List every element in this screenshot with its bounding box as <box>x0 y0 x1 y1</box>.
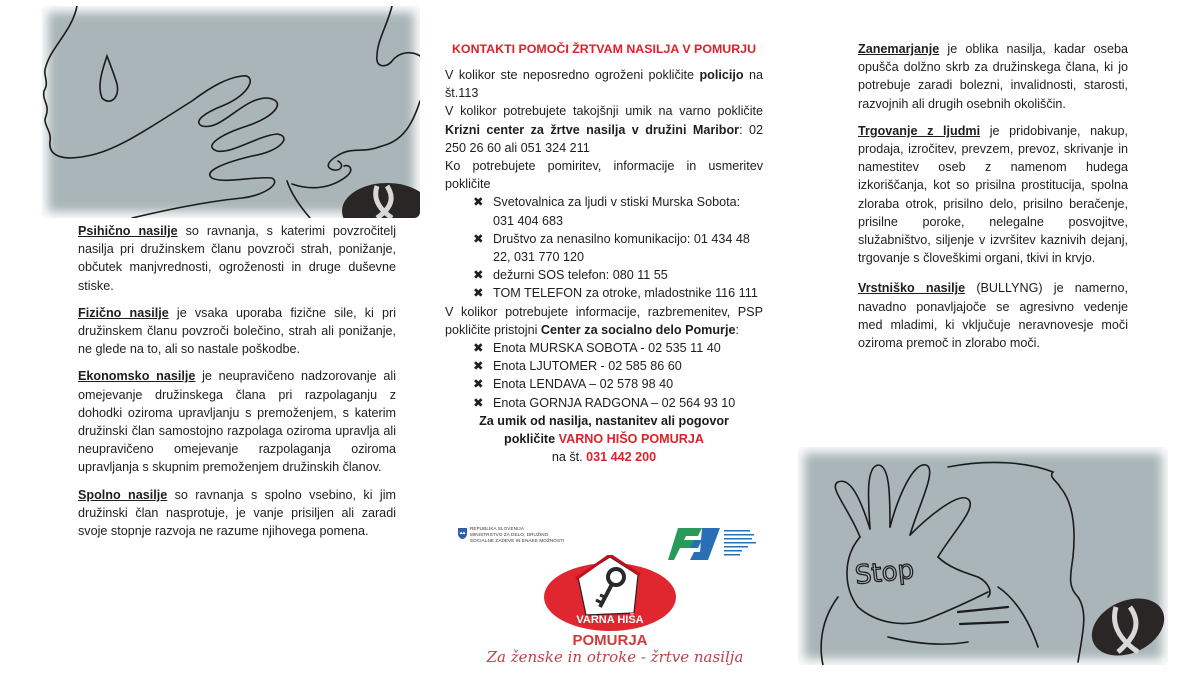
definition-text: (BULLYNG) je namerno, navadno ponavljajoče se agresivno vedenje med mladimi, ki vključuje neravnovesje moči oziroma premoč in zlorabo moči. <box>858 281 1128 351</box>
ministry-line: REPUBLIKA SLOVENIJA <box>470 526 524 531</box>
unit-text: Enota LJUTOMER - 02 585 86 60 <box>493 359 682 374</box>
unit-text: Enota LENDAVA – 02 578 98 40 <box>493 377 674 392</box>
closing-line-3: na št. <box>551 450 587 465</box>
face-hand-drawing <box>42 6 420 218</box>
paragraph-ekonomsko-nasilje <box>78 367 396 476</box>
x-bullet-icon: ✖ <box>473 341 484 356</box>
definition-text: je oblika nasilja, kadar oseba opušča dolžno skrb za družinskega člana, ki jo potrebuje zaradi bolezni, invalidnosti, starosti, razvojnih ali drugih osebnih okoliščin. <box>858 42 1128 111</box>
paragraph-spolno-nasilje <box>78 486 396 541</box>
paragraph-psihicno-nasilje <box>78 222 396 295</box>
tagline: Za ženske in otroke - žrtve nasilja <box>486 648 744 666</box>
illustration-stop-hand <box>798 447 1168 665</box>
unit-text: Enota MURSKA SOBOTA - 02 535 11 40 <box>493 341 721 356</box>
x-bullet-icon: ✖ <box>473 195 484 210</box>
ministry-line: MINISTRSTVO ZA DELO, DRUŽINO, <box>470 532 550 537</box>
shelter-name: VARNO HIŠO POMURJA <box>558 432 704 447</box>
ribbon-icon <box>342 183 420 218</box>
social-work-units-list <box>473 339 763 412</box>
closing-line-1: Za umik od nasilja, nastanitev ali pogovor <box>479 413 729 428</box>
x-bullet-icon: ✖ <box>473 268 484 283</box>
logo-sub-text: POMURJA <box>572 632 648 649</box>
varna-hisa-logo <box>530 555 690 650</box>
x-bullet-icon: ✖ <box>473 359 484 374</box>
term-fizicno-nasilje: Fizično nasilje <box>78 305 169 320</box>
text: V kolikor potrebujete takojšnji umik na varno pokličite <box>445 104 763 119</box>
x-bullet-icon: ✖ <box>473 231 484 246</box>
x-bullet-icon: ✖ <box>473 395 484 410</box>
logo-arc-text: VARNA HIŠA <box>576 614 644 626</box>
definition-text: je pridobivanje, nakup, prodaja, izročitev, prevzem, prevoz, skrivanje in namestitev oseb z namenom hudega izkoriščanja, kot so prisilna prostitucija, spolna zloraba otrok, prisilno delo, prisilno beračenje, prisilne poroke, nelegalne posvojitve, služabništvo, siljenje v izvršitev kaznivih dejanj, trgovanje s človeškimi organi, tkivi in krvjo. <box>858 123 1128 266</box>
contact-text: dežurni SOS telefon: 080 11 55 <box>493 268 668 283</box>
list-item <box>473 339 763 357</box>
contacts-title: KONTAKTI POMOČI ŽRTVAM NASILJA V POMURJU <box>451 42 757 56</box>
ministry-logo <box>458 526 564 544</box>
term-psihicno-nasilje: Psihično nasilje <box>78 224 178 238</box>
paragraph-vrstnisko-nasilje <box>858 279 1128 352</box>
slovenia-coat-of-arms-icon <box>458 528 467 539</box>
contact-text: Svetovalnica za ljudi v stiski Murska Sobota: 031 404 683 <box>493 195 741 228</box>
tear-drop <box>100 56 118 101</box>
definition-text: je vsaka uporaba fizične sile, ki pri družinskem članu povzroči bolečino, strah ali ponižanje, ne glede na to, ali so nastale poškodbe. <box>78 305 396 357</box>
list-item <box>473 357 763 375</box>
varna-hisa-logo-graphic <box>530 555 690 650</box>
stop-text: Stop <box>853 554 916 591</box>
term-trgovanje-z-ljudmi: Trgovanje z ljudmi <box>858 123 981 138</box>
x-bullet-icon: ✖ <box>473 286 484 301</box>
finger-outline <box>868 465 890 529</box>
hand-outline <box>44 6 284 218</box>
list-item <box>473 394 763 412</box>
paragraph-trgovanje-z-ljudmi <box>858 122 1128 268</box>
crisis-center-paragraph <box>445 102 763 157</box>
closing-line-2: pokličite <box>504 432 559 447</box>
term-vrstnisko-nasilje: Vrstniško nasilje <box>858 281 966 296</box>
paragraph-zanemarjanje <box>858 40 1128 113</box>
finger-outline <box>835 481 870 537</box>
crisis-center-numbers: : 02 250 26 60 ali 051 324 211 <box>445 122 764 155</box>
shelter-phone: 031 442 200 <box>586 450 657 465</box>
stop-hand-drawing <box>798 447 1168 665</box>
police-number: na št.113 <box>445 68 763 101</box>
police-label: policijo <box>699 68 744 82</box>
contact-text: Društvo za nenasilno komunikacijo: 01 434 48 22, 031 770 120 <box>493 231 750 265</box>
contact-text: TOM TELEFON za otroke, mladostnike 116 111 <box>493 286 758 301</box>
chin-outline <box>328 101 420 170</box>
social-work-paragraph <box>445 303 763 339</box>
middle-column-contacts <box>445 40 763 466</box>
definition-text: je neupravičeno nadzorovanje ali omejevanje družinskega člana pri razpolaganju z dohodki oziroma upravljanju s premoženjem, s katerim družinski član samostojno razpolaga oziroma upravlja ali neupravičeno omejevanje razpolaganja oziroma upravljanja s skupnim premoženjem družinskih članov. <box>78 369 396 475</box>
term-ekonomsko-nasilje: Ekonomsko nasilje <box>78 369 196 384</box>
list-item <box>473 230 763 266</box>
text: : <box>735 322 739 337</box>
nose-outline <box>377 6 420 66</box>
definition-text: so ravnanja s spolno vsebino, ki jim družinski član nasprotuje, je vanje prisiljen ali zaradi svoje stopnje razvoja ne razume njihovega pomena. <box>78 487 396 539</box>
x-bullet-icon: ✖ <box>473 377 484 392</box>
police-paragraph <box>445 66 763 102</box>
hair-outline <box>948 462 1084 662</box>
list-item <box>473 266 763 284</box>
list-item <box>473 284 763 302</box>
text: V kolikor ste neposredno ogroženi pokličite <box>445 68 700 82</box>
social-work-center-name: Center za socialno delo Pomurje <box>540 322 736 337</box>
text: V kolikor potrebujete informacije, razbremenitev, PSP pokličite pristojni <box>445 304 763 337</box>
ministry-logo-text <box>470 526 564 544</box>
unit-text: Enota GORNJA RADGONA – 02 564 93 10 <box>493 395 736 410</box>
finger-outline <box>890 465 930 535</box>
term-spolno-nasilje: Spolno nasilje <box>78 487 168 502</box>
ministry-line: SOCIALNE ZADEVE IN ENAKE MOŽNOSTI <box>470 538 565 543</box>
counseling-intro: Ko potrebujete pomiritev, informacije in usmeritev pokličite <box>445 159 763 192</box>
right-column <box>858 40 1128 361</box>
ribbon-icon <box>1083 587 1168 665</box>
left-column <box>78 222 396 549</box>
list-item <box>473 375 763 393</box>
counseling-contacts-list <box>473 193 763 302</box>
term-zanemarjanje: Zanemarjanje <box>858 42 940 56</box>
shelter-closing <box>445 412 763 467</box>
illustration-face-hand <box>42 6 420 218</box>
crisis-center-name: Krizni center za žrtve nasilja v družini Maribor <box>445 122 740 137</box>
definition-text: so ravnanja, s katerimi povzročitelj nasilja pri družinskem članu povzroči strah, ponižanje, občutek manjvrednosti, ogroženosti in druge duševne stiske. <box>78 224 396 293</box>
list-item <box>473 193 763 229</box>
paragraph-fizicno-nasilje <box>78 304 396 359</box>
